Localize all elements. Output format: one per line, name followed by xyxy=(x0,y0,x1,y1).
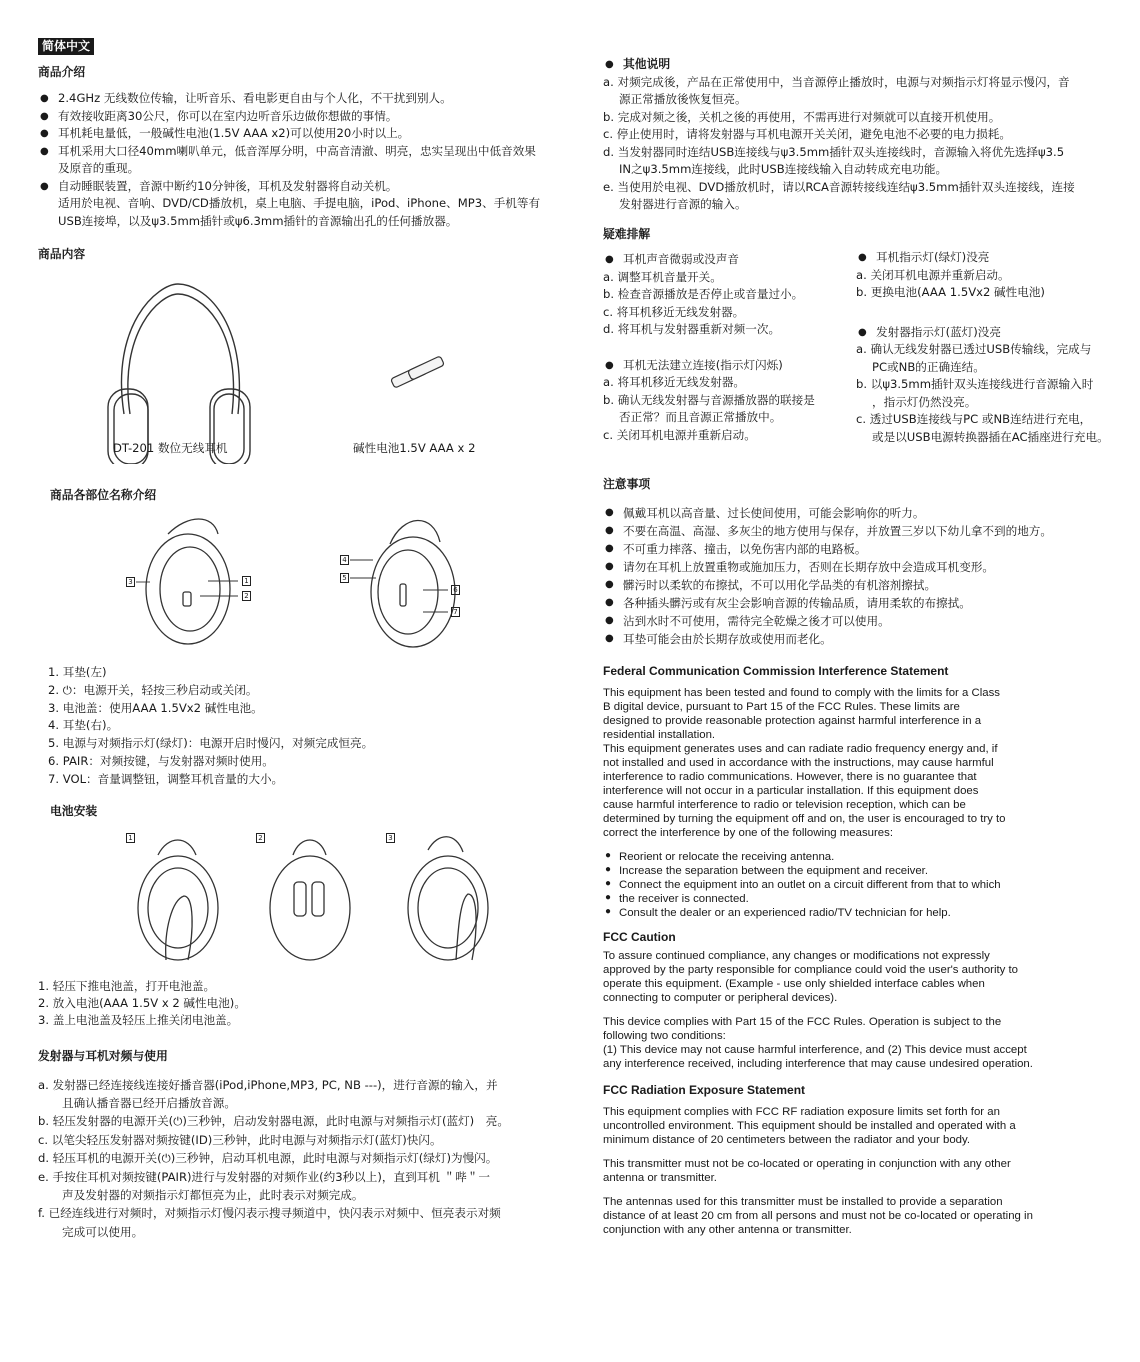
fcc-measure: ● the receiver is connected. xyxy=(603,892,1108,906)
part-marker-7: 7 xyxy=(451,607,460,617)
part-marker-3: 3 xyxy=(126,577,135,587)
battery-step-marker: 3 xyxy=(386,833,395,843)
other-line: b. 完成对频之後，关机之後的再使用，不需再进行对频就可以直接开机使用。 xyxy=(603,109,1001,124)
language-tag: 简体中文 xyxy=(38,38,578,56)
right-column xyxy=(603,56,1108,1237)
other-list xyxy=(603,74,1108,214)
battery-illustration xyxy=(386,349,466,399)
trouble-line: b. 检查音源播放是否停止或音量过小。 xyxy=(603,287,804,301)
parts-item: 3. 电池盖：使用AAA 1.5Vx2 碱性电池。 xyxy=(48,700,263,715)
radiation-paragraph xyxy=(603,1195,1108,1237)
trouble-line: c. 透过USB连接线与PC 或NB连结进行充电， xyxy=(856,412,1092,426)
part-marker-4: 4 xyxy=(340,555,349,565)
parts-item: 4. 耳垫(右)。 xyxy=(48,718,119,733)
battery-install-illustration xyxy=(38,820,578,970)
intro-bullet: ● 耳机采用大口径40mm喇叭单元，低音浑厚分明，中高音清澈、明亮，忠实呈现出中低音效果 xyxy=(38,143,578,161)
battery-step-marker: 2 xyxy=(256,833,265,843)
pairing-line: b. 轻压发射器的电源开关(⏻)三秒钟，启动发射器电源，此时电源与对频指示灯(蓝灯) 亮。 xyxy=(38,1114,509,1129)
trouble-item-title: ● 耳机声音微弱或没声音 xyxy=(603,251,848,269)
radiation-title: FCC Radiation Exposure Statement xyxy=(603,1082,806,1097)
intro-bullet: ● 自动睡眠装置，音源中断约10分钟後，耳机及发射器将自动关机。 xyxy=(38,178,578,196)
pairing-line: f. 已经连线进行对频时，对频指示灯慢闪表示搜寻频道中，快闪表示对频中、恒亮表示对频 xyxy=(38,1206,501,1221)
trouble-line: c. 将耳机移近无线发射器。 xyxy=(603,304,745,319)
trouble-item-title: ● 耳机指示灯(绿灯)没亮 xyxy=(856,249,1126,267)
pairing-list xyxy=(38,1076,578,1242)
fcc-line: not installed and used in accordance with the instructions, may cause harmful xyxy=(603,756,994,769)
fcc-title: Federal Communication Commission Interference Statement xyxy=(603,663,949,678)
radiation-line: This equipment complies with FCC RF radiation exposure limits set forth for an xyxy=(603,1105,1000,1118)
trouble-line: 或是以USB电源转换器插在AC插座进行充电。 xyxy=(872,429,1109,444)
battery-caption: 碱性电池1.5V AAA x 2 xyxy=(353,440,476,455)
intro-bullet: ● 有效接收距离30公尺，你可以在室内边听音乐边做你想做的事情。 xyxy=(38,108,578,126)
radiation-line: This transmitter must not be co-located or operating in conjunction with any other xyxy=(603,1157,1011,1170)
fcc-compliance-line: This device complies with Part 15 of the FCC Rules. Operation is subject to the xyxy=(603,1015,1002,1028)
other-line: IN之ψ3.5mm连接线，此时USB连接线输入自动转成充电功能。 xyxy=(619,162,948,176)
fcc-line: B digital device, pursuant to Part 15 of the FCC Rules. These limits are xyxy=(603,700,960,713)
pairing-line: 完成可以使用。 xyxy=(62,1224,144,1239)
trouble-line: 否正常？而且音源正常播放中。 xyxy=(619,410,782,424)
parts-item: 5. 电源与对频指示灯(绿灯)：电源开启时慢闪，对频完成恒亮。 xyxy=(48,736,374,751)
fcc-caution-paragraph xyxy=(603,949,1108,1005)
other-line: 源正常播放後恢复恒亮。 xyxy=(619,92,747,106)
intro-title: 商品介绍 xyxy=(38,64,86,79)
parts-item: 1. 耳垫(左) xyxy=(48,665,107,679)
other-line: e. 当使用於电视、DVD播放机时，请以RCA音源转接线连结ψ3.5mm插针双头连接线，连接 xyxy=(603,179,1075,194)
battery-step: 2. 放入电池(AAA 1.5V x 2 碱性电池)。 xyxy=(38,996,246,1011)
other-line: c. 停止使用时，请将发射器与耳机电源开关关闭，避免电池不必要的电力损耗。 xyxy=(603,127,1011,141)
caution-bullet: ● 请勿在耳机上放置重物或施加压力，否则在长期存放中会造成耳机变形。 xyxy=(603,558,1108,576)
caution-list xyxy=(603,504,1108,648)
fcc-compliance-line: (1) This device may not cause harmful interference, and (2) This device must accept xyxy=(603,1043,1027,1056)
fcc-measures xyxy=(603,850,1108,920)
part-marker-1: 1 xyxy=(242,576,251,586)
trouble-line: a. 确认无线发射器已透过USB传输线，完成与 xyxy=(856,342,1092,356)
headphone-illustration xyxy=(38,264,578,464)
fcc-caution-title: FCC Caution xyxy=(603,929,676,944)
fcc-line: residential installation. xyxy=(603,728,716,741)
trouble-item-title: ● 发射器指示灯(蓝灯)没亮 xyxy=(856,324,1126,342)
contents-title: 商品内容 xyxy=(38,247,86,261)
fcc-section xyxy=(603,664,1108,1237)
fcc-compliance-line: following two conditions: xyxy=(603,1029,726,1042)
other-line: d. 当发射器同时连结USB连接线与ψ3.5mm插针双头连接线时，音源输入将优先选择ψ3.5 xyxy=(603,144,1065,159)
pairing-line: 声及发射器的对频指示灯都恒亮为止，此时表示对频完成。 xyxy=(62,1188,364,1203)
trouble-line: b. 确认无线发射器与音源播放器的联接是 xyxy=(603,392,815,407)
fcc-caution-line: operate this equipment. (Example - use only shielded interface cables when xyxy=(603,977,985,990)
caution-bullet: ● 耳垫可能会由於长期存放或使用而老化。 xyxy=(603,630,1108,648)
headphone-caption: DT-201 数位无线耳机 xyxy=(113,440,228,455)
intro-bullet-cont: USB连接埠，以及ψ3.5mm插针或ψ6.3mm插针的音源输出孔的任何播放器。 xyxy=(58,213,458,228)
pairing-line: d. 轻压耳机的电源开关(⏻)三秒钟，启动耳机电源，此时电源与对频指示灯(绿灯)为慢闪。 xyxy=(38,1151,498,1166)
battery-step: 1. 轻压下推电池盖，打开电池盖。 xyxy=(38,979,216,994)
fcc-line: This equipment generates uses and can radiate radio frequency energy and, if xyxy=(603,742,998,755)
pairing-line: c. 以笔尖轻压发射器对频按键(ID)三秒钟，此时电源与对频指示灯(蓝灯)快闪。 xyxy=(38,1132,442,1147)
trouble-line: a. 关闭耳机电源并重新启动。 xyxy=(856,267,1010,282)
intro-list xyxy=(38,90,578,230)
trouble-line: b. 以ψ3.5mm插针双头连接线进行音源输入时 xyxy=(856,377,1094,391)
fcc-measure: ● Connect the equipment into an outlet on a circuit different from that to which xyxy=(603,878,1108,892)
radiation-line: uncontrolled environment. This equipment should be installed and operated with a xyxy=(603,1119,1016,1132)
parts-item: 6. PAIR：对频按键，与发射器对频时使用。 xyxy=(48,753,274,768)
trouble-line: b. 更换电池(AAA 1.5Vx2 碱性电池) xyxy=(856,285,1045,299)
fcc-paragraph xyxy=(603,686,1108,840)
fcc-measure: ● Consult the dealer or an experienced radio/TV technician for help. xyxy=(603,906,1108,920)
caution-bullet: ● 髒污时以柔软的布擦拭，不可以用化学品类的有机溶剂擦拭。 xyxy=(603,576,1108,594)
caution-bullet: ● 不要在高温、高湿、多灰尘的地方使用与保存，并放置三岁以下幼儿拿不到的地方。 xyxy=(603,522,1108,540)
other-line: a. 对频完成後，产品在正常使用中，当音源停止播放时，电源与对频指示灯将显示慢闪，音 xyxy=(603,74,1070,89)
radiation-line: conjunction with any other antenna or transmitter. xyxy=(603,1223,852,1236)
pairing-line: a. 发射器已经连接线连接好播音器(iPod,iPhone,MP3, PC, NB ---)，进行音源的输入，并 xyxy=(38,1077,498,1092)
battery-title: 电池安装 xyxy=(50,803,98,818)
intro-bullet: ● 2.4GHz 无线数位传输，让听音乐、看电影更自由与个人化，不干扰到别人。 xyxy=(38,90,578,108)
radiation-paragraph xyxy=(603,1157,1108,1185)
fcc-caution-line: approved by the party responsible for compliance could void the user's authority to xyxy=(603,963,1019,976)
part-marker-2: 2 xyxy=(242,591,251,601)
trouble-item-title: ● 耳机无法建立连接(指示灯闪烁) xyxy=(603,357,848,375)
pairing-line: e. 手按住耳机对频按键(PAIR)进行与发射器的对频作业(约3秒以上)，直到耳机 ＂哔＂一 xyxy=(38,1169,490,1184)
contents-figure xyxy=(38,264,578,479)
trouble-line: ，指示灯仍然没亮。 xyxy=(872,394,977,409)
fcc-compliance-paragraph xyxy=(603,1015,1108,1071)
radiation-line: distance of at least 20 cm from all persons and must not be co-located or operating in xyxy=(603,1209,1033,1222)
fcc-compliance-line: any interference received, including interference that may cause undesired operation. xyxy=(603,1057,1033,1070)
radiation-line: minimum distance of 20 centimeters between the radiator and your body. xyxy=(603,1133,971,1146)
battery-step-marker: 1 xyxy=(126,833,135,843)
trouble-line: c. 关闭耳机电源并重新启动。 xyxy=(603,427,756,442)
left-column xyxy=(38,38,578,1241)
pairing-line: 且确认播音器已经开启播放音源。 xyxy=(62,1095,236,1110)
trouble-grid xyxy=(603,251,1108,456)
part-marker-5: 5 xyxy=(340,573,349,583)
caution-bullet: ● 佩戴耳机以高音量、过长使间使用，可能会影响你的听力。 xyxy=(603,504,1108,522)
fcc-measure: ● Increase the separation between the equipment and receiver. xyxy=(603,864,1108,878)
fcc-line: This equipment has been tested and found to comply with the limits for a Class xyxy=(603,686,1000,699)
trouble-line: a. 将耳机移近无线发射器。 xyxy=(603,375,746,389)
battery-install-figure xyxy=(38,820,578,970)
parts-list xyxy=(48,664,578,789)
fcc-line: interference to radio communications. However, there is no guarantee that xyxy=(603,770,977,783)
fcc-measure: ● Reorient or relocate the receiving antenna. xyxy=(603,850,1108,864)
battery-steps xyxy=(38,978,578,1029)
fcc-line: designed to provide reasonable protection against harmful interference in a xyxy=(603,714,982,727)
caution-bullet: ● 各种插头髒污或有灰尘会影响音源的传输品质，请用柔软的布擦拭。 xyxy=(603,594,1108,612)
radiation-line: The antennas used for this transmitter must be installed to provide a separation xyxy=(603,1195,1003,1208)
radiation-paragraph xyxy=(603,1105,1108,1147)
parts-title: 商品各部位名称介绍 xyxy=(50,487,157,502)
caution-bullet: ● 沾到水时不可使用，需待完全乾燥之後才可以使用。 xyxy=(603,612,1108,630)
trouble-line: PC或NB的正确连结。 xyxy=(872,359,985,374)
fcc-line: determined by turning the equipment off and on, the user is encouraged to try to xyxy=(603,812,1006,825)
trouble-title: 疑难排解 xyxy=(603,226,651,241)
battery-step: 3. 盖上电池盖及轻压上推关闭电池盖。 xyxy=(38,1013,239,1028)
fcc-line: interference will not occur in a particular installation. If this equipment does xyxy=(603,784,979,797)
fcc-caution-line: connecting to computer or peripheral devices). xyxy=(603,991,838,1004)
earcup-diagram xyxy=(38,504,578,654)
pairing-title: 发射器与耳机对频与使用 xyxy=(38,1049,168,1064)
fcc-caution-line: To assure continued compliance, any changes or modifications not expressly xyxy=(603,949,990,962)
parts-item: 2. ⏻：电源开关，轻按三秒启动或关闭。 xyxy=(48,682,258,697)
intro-bullet-cont: 及原音的重现。 xyxy=(58,161,140,175)
caution-bullet: ● 不可重力摔落、撞击，以免伤害内部的电路板。 xyxy=(603,540,1108,558)
intro-bullet-cont: 适用於电视、音响、DVD/CD播放机，桌上电脑、手提电脑，iPod、iPhone、MP3、手机等有 xyxy=(58,196,541,210)
parts-item: 7. VOL：音量调整钮，调整耳机音量的大小。 xyxy=(48,771,284,786)
other-line: 发射器进行音源的输入。 xyxy=(619,197,747,211)
fcc-line: cause harmful interference to radio or television reception, which can be xyxy=(603,798,966,811)
trouble-col-2 xyxy=(856,249,1126,446)
trouble-line: d. 将耳机与发射器重新对频一次。 xyxy=(603,322,781,336)
intro-bullet: ● 耳机耗电量低，一般碱性电池(1.5V AAA x2)可以使用20小时以上。 xyxy=(38,125,578,143)
other-title: ● 其他说明 xyxy=(603,56,1108,74)
trouble-col-1 xyxy=(603,251,848,444)
trouble-line: a. 调整耳机音量开关。 xyxy=(603,269,722,284)
part-marker-6: 6 xyxy=(451,585,460,595)
radiation-line: antenna or transmitter. xyxy=(603,1171,717,1184)
parts-diagram xyxy=(38,504,578,654)
caution-title: 注意事项 xyxy=(603,477,651,491)
fcc-line: correct the interference by one of the following measures: xyxy=(603,826,893,839)
